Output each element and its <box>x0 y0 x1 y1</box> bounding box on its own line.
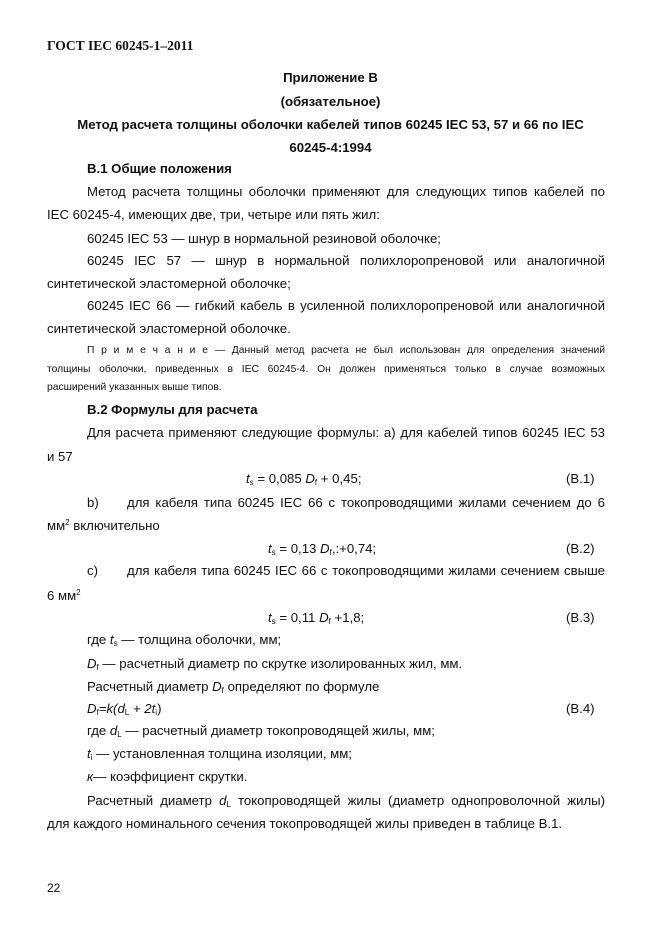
annex-subtitle-line1: Метод расчета толщины оболочки кабелей типов 60245 IEC 53, 57 и 66 по IEC <box>77 117 584 132</box>
section-b2-heading: В.2 Формулы для расчета <box>87 402 258 417</box>
formula-b2: $t_s = 0,13$ $D_f,:+0,74$; <box>268 541 377 557</box>
formula-b1-number: (В.1) <box>566 471 595 486</box>
where-dl: где $d_L$ — расчетный диаметр токопроводящей жилы, мм; <box>87 723 435 739</box>
note-text-line1: — Данный метод расчета не был использован для определения значений <box>207 345 605 356</box>
case-b-marker: b) <box>87 495 99 510</box>
standard-code: ГОСТ IEC 60245-1–2011 <box>47 38 194 53</box>
note-line2: толщины оболочки, приведенных в IEC 60245-4. Он должен применяться только в случае возможных <box>47 364 605 375</box>
where-k: к— коэффициент скрутки. <box>87 769 248 784</box>
formula-b3-number: (В.3) <box>566 610 595 625</box>
case-c-marker: с) <box>87 563 98 578</box>
b1-intro-line2: IEC 60245-4, имеющих две, три, четыре или пять жил: <box>47 207 380 222</box>
diameter-formula-intro: Расчетный диаметр $D_f$ определяют по формуле <box>87 679 380 695</box>
final-line2: для каждого номинального сечения токопроводящей жилы приведен в таблице В.1. <box>47 816 563 831</box>
b1-item2-line1: 60245 IEC 57 — шнур в нормальной полихлоропреновой или аналогичной <box>87 253 605 268</box>
annex-title: Приложение В <box>283 70 378 85</box>
where-ts: где $t_s$ — толщина оболочки, мм; <box>87 632 282 648</box>
annex-subtitle-line2: 60245-4:1994 <box>289 140 372 155</box>
formula-b4-number: (В.4) <box>566 701 595 716</box>
page-number: 22 <box>47 881 61 895</box>
case-c-line1: для кабеля типа 60245 IEC 66 с токопроводящими жилами сечением свыше <box>127 563 605 578</box>
note-line1 <box>87 345 605 356</box>
final-line1: Расчетный диаметр $d_L$ токопроводящей жилы (диаметр однопроволочной жилы) <box>87 793 606 809</box>
formula-b3: $t_s = 0,11$ $D_f +1,8$; <box>268 610 365 626</box>
case-b-line1: для кабеля типа 60245 IEC 66 с токопроводящими жилами сечением до 6 <box>127 495 605 510</box>
formula-b1: $t_s = 0,085$ $D_f + 0,45$; <box>246 471 362 487</box>
note-line3: расширений указанных выше типов. <box>47 382 222 393</box>
formula-b2-number: (В.2) <box>566 541 595 556</box>
case-c-line2: 6 $мм^2$ <box>47 588 81 603</box>
where-ti: $t_i$ — установленная толщина изоляции, мм; <box>87 746 352 762</box>
b1-item1: 60245 IEC 53 — шнур в нормальной резиновой оболочке; <box>87 231 441 246</box>
b1-item3-line2: синтетической эластомерной оболочке. <box>47 321 291 336</box>
b1-item3-line1: 60245 IEC 66 — гибкий кабель в усиленной полихлоропреновой или аналогичной <box>87 298 605 313</box>
where-df: $D_f$ — расчетный диаметр по скрутке изолированных жил, мм. <box>87 656 463 672</box>
annex-status: (обязательное) <box>280 94 381 109</box>
b1-intro-line1: Метод расчета толщины оболочки применяют для следующих типов кабелей по <box>87 184 605 199</box>
b1-item2-line2: синтетической эластомерной оболочке; <box>47 276 291 291</box>
section-b1-heading: В.1 Общие положения <box>87 161 232 176</box>
formula-b4: $D_f=k(d_L + 2t_i)$ <box>87 701 162 717</box>
case-b-line2: $мм^2$ включительно <box>47 518 160 533</box>
note-label: П р и м е ч а н и е <box>87 345 208 356</box>
b2-intro-line2: и 57 <box>47 449 73 464</box>
b2-intro-line1: Для расчета применяют следующие формулы: а) для кабелей типов 60245 IEC 53 <box>87 425 605 440</box>
